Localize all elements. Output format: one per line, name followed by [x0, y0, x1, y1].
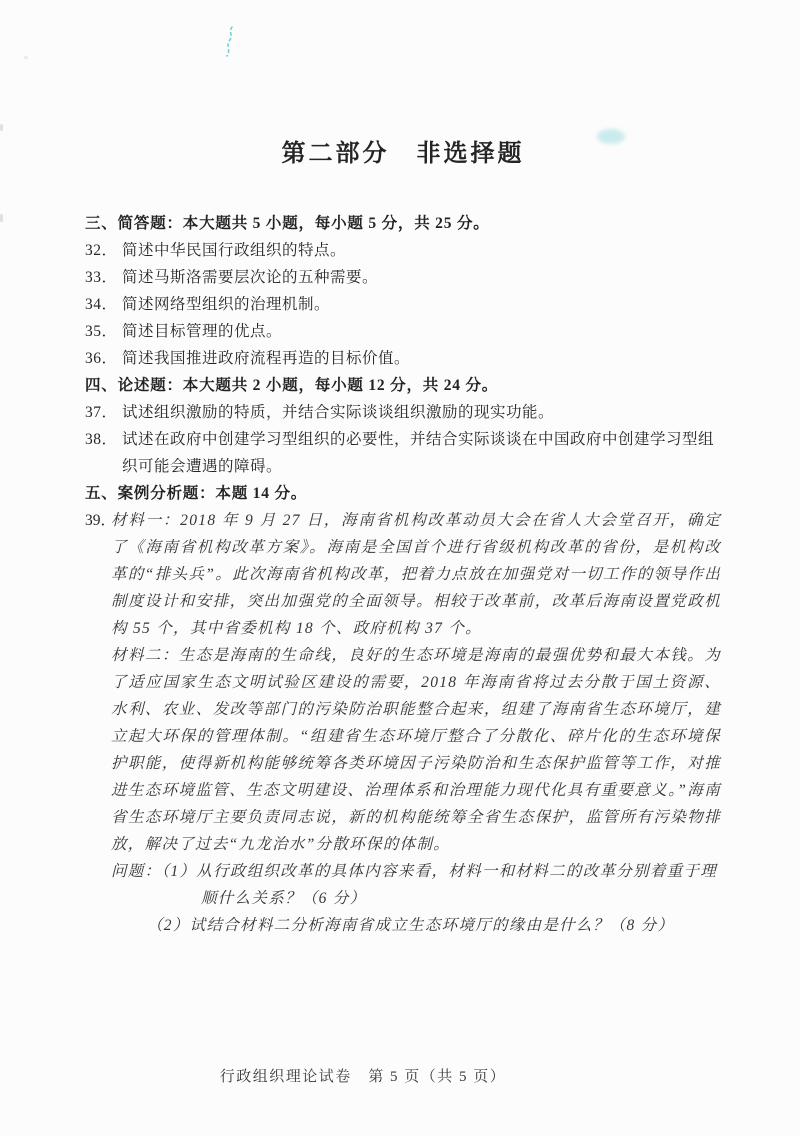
exam-content — [85, 138, 721, 939]
question-38 — [85, 426, 721, 480]
question-32 — [85, 237, 721, 264]
question-37-number: 37． — [85, 404, 118, 421]
question-34 — [85, 291, 721, 318]
question-37 — [85, 399, 721, 426]
question-38-number: 38． — [85, 431, 118, 448]
section-4-heading: 四、论述题：本大题共 2 小题，每小题 12 分，共 24 分。 — [85, 377, 499, 394]
page-footer: 行政组织理论试卷 第 5 页（共 5 页） — [219, 1069, 507, 1085]
scan-speck — [0, 214, 3, 222]
scan-speck — [24, 56, 28, 59]
question-36-text: 简述我国推进政府流程再造的目标价值。 — [122, 350, 411, 367]
scan-speck — [0, 124, 3, 131]
sub-question-1: 问题：（1）从行政组织改革的具体内容来看，材料一和材料二的改革分别着重于理顺什么关系？（6 分） — [111, 863, 718, 907]
question-37-text: 试述组织激励的特质，并结合实际谈谈组织激励的现实功能。 — [122, 404, 555, 421]
material-1-paragraph: 材料一：2018 年 9 月 27 日，海南省机构改革动员大会在省人大会堂召开，确定了《海南省机构改革方案》。海南是全国首个进行省级机构改革的省份，是机构改革的“排头兵”。此次海南省机构改革，把着力点放在加强党对一切工作的领导作出制度设计和安排，突出加强党的全面领导。相较于改革前，改革后海南设置党政机构 55 个，其中省委机构 18 个、政府机构 37 个。 — [111, 512, 721, 637]
part-title: 第二部分 非选择题 — [281, 141, 525, 167]
question-38-text: 试述在政府中创建学习型组织的必要性，并结合实际谈谈在中国政府中创建学习型组织可能会遭遇的障碍。 — [122, 431, 715, 475]
question-32-text: 简述中华民国行政组织的特点。 — [122, 242, 347, 259]
question-34-text: 简述网络型组织的治理机制。 — [122, 296, 331, 313]
question-36 — [85, 345, 721, 372]
question-35-text: 简述目标管理的优点。 — [122, 323, 283, 340]
question-35-number: 35． — [85, 323, 118, 340]
section-5-heading: 五、案例分析题：本题 14 分。 — [85, 485, 308, 502]
question-39-body — [111, 507, 721, 939]
pen-scribble-mark — [221, 25, 239, 59]
sub-question-2: （2）试结合材料二分析海南省成立生态环境厅的缘由是什么？（8 分） — [147, 917, 675, 934]
question-35 — [85, 318, 721, 345]
material-2-paragraph: 材料二：生态是海南的生命线，良好的生态环境是海南的最强优势和最大本钱。为了适应国家生态文明试验区建设的需要，2018 年海南省将过去分散于国土资源、水利、农业、发改等部门的污染防治职能整合起来，组建了海南省生态环境厅，建立起大环保的管理体制。“组建省生态环境厅整合了分散化、碎片化的生态环境保护职能，使得新机构能够统筹各类环境因子污染防治和生态保护监管等工作，对推进生态环境监管、生态文明建设、治理体系和治理能力现代化具有重要意义。”海南省生态环境厅主要负责同志说，新的机构能统筹全省生态保护，监管所有污染物排放，解决了过去“九龙治水”分散环保的体制。 — [111, 647, 721, 853]
pen-scribble-path — [227, 27, 232, 56]
section-3-heading: 三、简答题：本大题共 5 小题，每小题 5 分，共 25 分。 — [85, 215, 490, 232]
question-32-number: 32． — [85, 242, 118, 259]
question-39-number: 39． — [85, 512, 117, 529]
question-36-number: 36． — [85, 350, 118, 367]
question-33 — [85, 264, 721, 291]
question-39 — [85, 507, 721, 939]
question-33-text: 简述马斯洛需要层次论的五种需要。 — [122, 269, 379, 286]
question-34-number: 34． — [85, 296, 118, 313]
question-33-number: 33． — [85, 269, 118, 286]
